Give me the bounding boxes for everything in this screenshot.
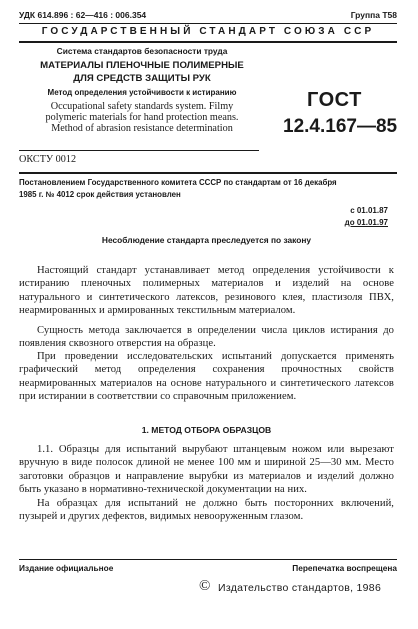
defects-paragraph: На образцах для испытаний не должно быть посторонних включений, пузырей и других дефектов, видимых невооруженным глазом. [19, 498, 394, 523]
decree-line-2: 1985 г. № 4012 срок действия установлен [19, 190, 181, 199]
decree-line-1: Постановлением Государственного комитета СССР по стандартам от 16 декабря [19, 178, 337, 187]
doc-title-line-2: ДЛЯ СРЕДСТВ ЗАЩИТЫ РУК [73, 73, 211, 84]
udk-code: УДК 614.896 : 62—416 : 006.354 [19, 10, 147, 20]
header-rule-bottom [19, 41, 397, 43]
method-essence-paragraph: Сущность метода заключается в определении числа циклов истирания до появления сквозного отверстия на образце. [19, 325, 394, 350]
english-title-line-3: Method of abrasion resistance determination [51, 123, 233, 134]
decree-rule [19, 172, 397, 174]
standard-banner: ГОСУДАРСТВЕННЫЙ СТАНДАРТ СОЮЗА ССР [41, 26, 375, 37]
okstu-code: ОКСТУ 0012 [19, 154, 77, 165]
group-code: Группа Т58 [350, 10, 397, 20]
method-title: Метод определения устойчивости к истиранию [47, 88, 237, 97]
doc-title-line-1: МАТЕРИАЛЫ ПЛЕНОЧНЫЕ ПОЛИМЕРНЫЕ [40, 60, 244, 71]
header-rule-top [19, 23, 397, 24]
footer-rule [19, 559, 397, 560]
effective-to: до 01.01.97 [344, 218, 388, 227]
legal-notice: Несоблюдение стандарта преследуется по закону [101, 235, 312, 245]
english-title-line-2: polymeric materials for hand protection means. [45, 112, 239, 123]
title-block-rule [19, 150, 259, 151]
gost-number: 12.4.167—85 [283, 116, 398, 137]
english-title-line-1: Occupational safety standards system. Filmy [50, 101, 234, 112]
graphical-method-paragraph: При проведении исследовательских испытаний допускается применять графический метод определения сохранения прочностных свойств неармированных материалов на основе натурального и синтетического латексов при истирании в соответствии со справочным приложением. [19, 351, 394, 402]
effective-from: с 01.01.87 [350, 206, 388, 215]
clause-1-1-paragraph: 1.1. Образцы для испытаний вырубают штанцевым ножом или вырезают вручную в виде полосок длиной не менее 100 мм и шириной 25—30 мм. Место заготовки образцов и направление вырубки из материалов и изделий должно быть указано в нормативно-технической документации на них. [19, 444, 394, 495]
copyright-icon: © [199, 578, 211, 594]
section-1-title: 1. МЕТОД ОТБОРА ОБРАЗЦОВ [141, 425, 272, 435]
gost-label: ГОСТ [307, 89, 362, 111]
official-edition: Издание официальное [19, 563, 114, 573]
publisher-line: Издательство стандартов, 1986 [218, 582, 382, 594]
intro-paragraph: Настоящий стандарт устанавливает метод определения устойчивости к истиранию пленочных полимерных материалов и изделий на основе натурального и синтетического латексов, резинового клея, пластизоля ПВХ, неармированных и армированных текстильным материалом. [19, 265, 394, 316]
reprint-prohibited: Перепечатка воспрещена [292, 563, 397, 573]
system-title: Система стандартов безопасности труда [56, 46, 228, 56]
